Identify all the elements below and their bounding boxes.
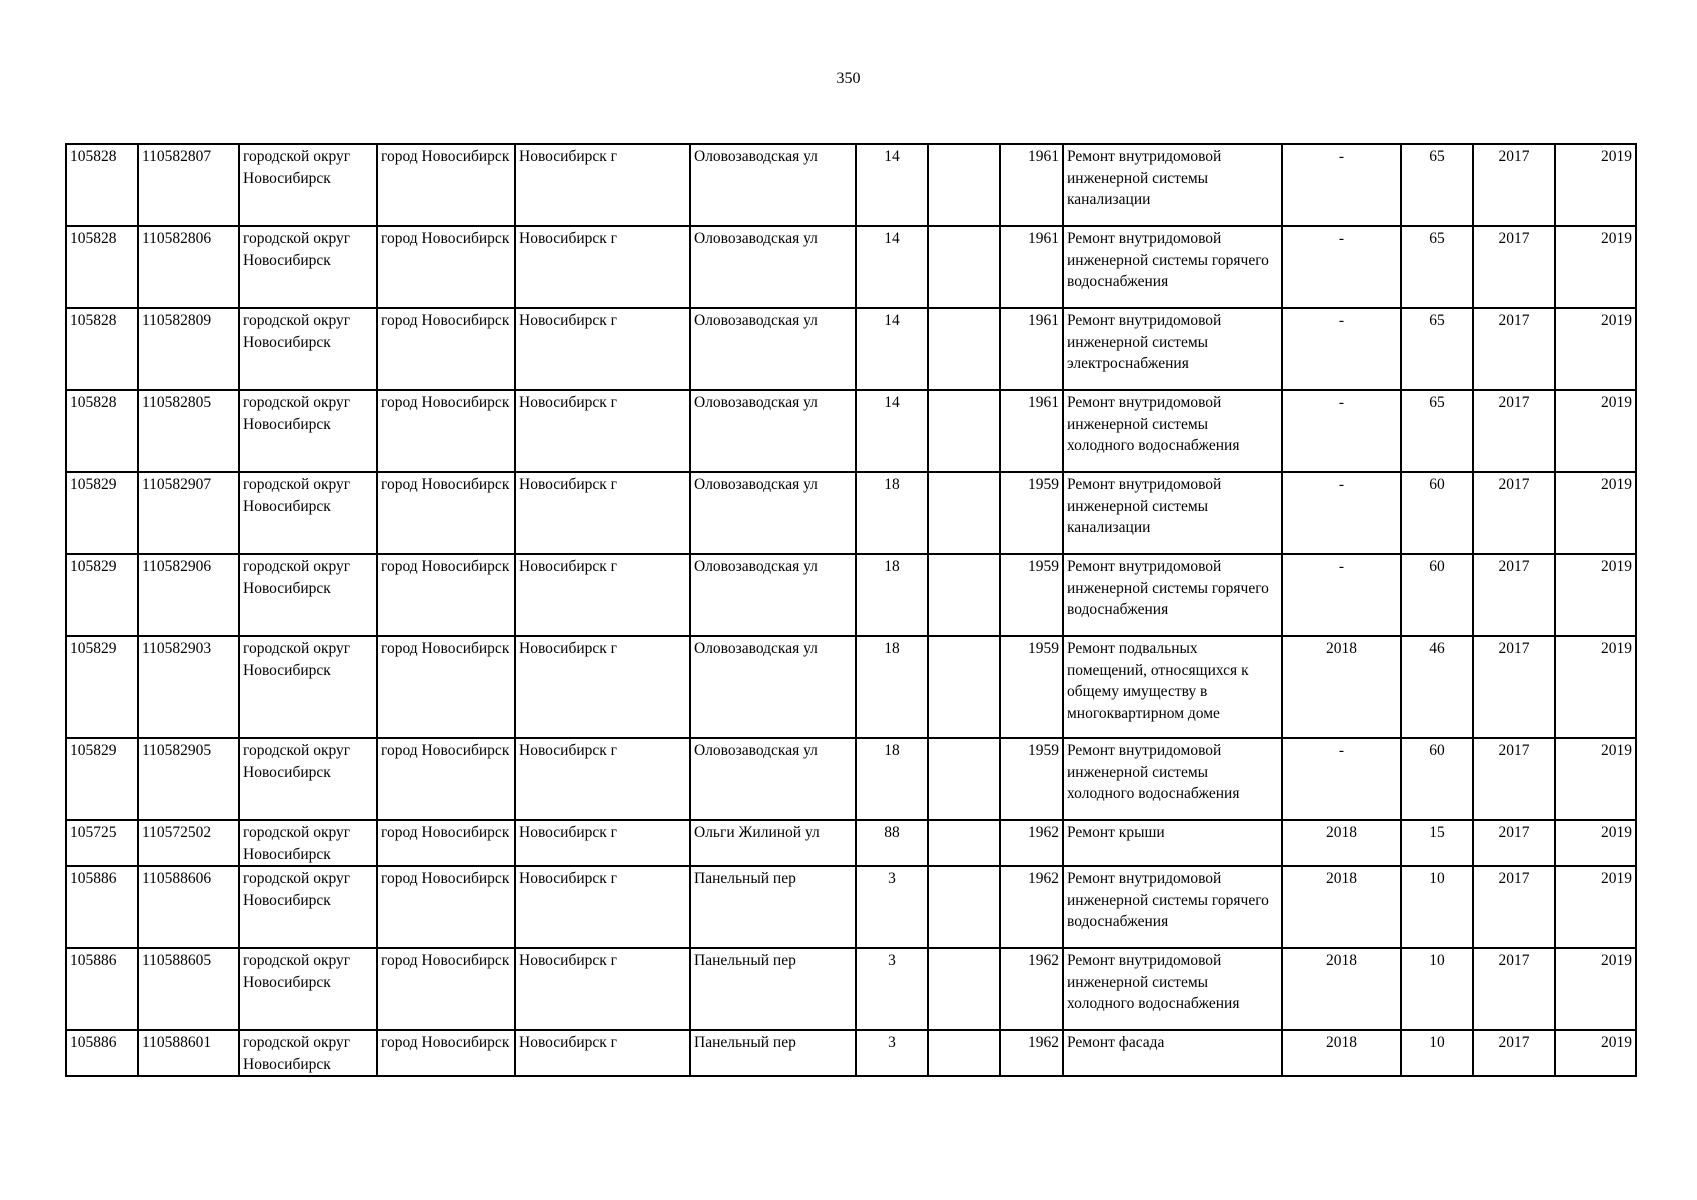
table-row	[66, 472, 1636, 554]
cell-street: Панельный пер	[690, 1030, 856, 1076]
table-row	[66, 226, 1636, 308]
cell-year-planned: 2018	[1282, 948, 1401, 1030]
cell-period-start: 2017	[1473, 144, 1555, 226]
cell-period-start: 2017	[1473, 1030, 1555, 1076]
cell-object-id: 110582807	[138, 144, 239, 226]
cell-street: Оловозаводская ул	[690, 144, 856, 226]
cell-period-start: 2017	[1473, 390, 1555, 472]
cell-street: Оловозаводская ул	[690, 226, 856, 308]
cell-settlement: город Новосибирск	[377, 738, 515, 820]
cell-year-planned: -	[1282, 144, 1401, 226]
cell-locality: Новосибирск г	[515, 866, 690, 948]
cell-locality: Новосибирск г	[515, 226, 690, 308]
cell-object-id: 110588606	[138, 866, 239, 948]
cell-period-end: 2019	[1555, 820, 1636, 866]
cell-street: Панельный пер	[690, 948, 856, 1030]
cell-wear-percent: 60	[1401, 472, 1473, 554]
cell-building	[928, 948, 1000, 1030]
cell-object-id: 110572502	[138, 820, 239, 866]
cell-locality: Новосибирск г	[515, 820, 690, 866]
cell-year-built: 1961	[1000, 308, 1063, 390]
cell-period-end: 2019	[1555, 226, 1636, 308]
table-row	[66, 390, 1636, 472]
cell-period-end: 2019	[1555, 308, 1636, 390]
cell-locality: Новосибирск г	[515, 554, 690, 636]
cell-wear-percent: 65	[1401, 390, 1473, 472]
cell-period-end: 2019	[1555, 390, 1636, 472]
cell-period-start: 2017	[1473, 866, 1555, 948]
cell-settlement: город Новосибирск	[377, 144, 515, 226]
cell-period-start: 2017	[1473, 308, 1555, 390]
cell-year-built: 1962	[1000, 820, 1063, 866]
cell-locality: Новосибирск г	[515, 144, 690, 226]
cell-period-start: 2017	[1473, 820, 1555, 866]
cell-object-id: 110582806	[138, 226, 239, 308]
cell-municipal-district: городской округ Новосибирск	[239, 308, 377, 390]
cell-wear-percent: 46	[1401, 636, 1473, 738]
cell-period-end: 2019	[1555, 554, 1636, 636]
cell-work-type: Ремонт фасада	[1063, 1030, 1282, 1076]
cell-building	[928, 820, 1000, 866]
cell-period-end: 2019	[1555, 738, 1636, 820]
cell-year-built: 1959	[1000, 554, 1063, 636]
cell-record-id: 105828	[66, 144, 138, 226]
cell-house-number: 18	[856, 554, 928, 636]
cell-locality: Новосибирск г	[515, 636, 690, 738]
cell-locality: Новосибирск г	[515, 308, 690, 390]
cell-municipal-district: городской округ Новосибирск	[239, 226, 377, 308]
cell-year-planned: -	[1282, 472, 1401, 554]
cell-house-number: 18	[856, 738, 928, 820]
cell-house-number: 18	[856, 636, 928, 738]
cell-period-start: 2017	[1473, 226, 1555, 308]
cell-record-id: 105886	[66, 948, 138, 1030]
cell-period-end: 2019	[1555, 636, 1636, 738]
cell-work-type: Ремонт внутридомовой инженерной системы электроснабжения	[1063, 308, 1282, 390]
cell-object-id: 110582906	[138, 554, 239, 636]
cell-work-type: Ремонт внутридомовой инженерной системы канализации	[1063, 144, 1282, 226]
cell-year-planned: -	[1282, 226, 1401, 308]
cell-period-end: 2019	[1555, 472, 1636, 554]
cell-building	[928, 226, 1000, 308]
cell-record-id: 105829	[66, 636, 138, 738]
cell-object-id: 110588605	[138, 948, 239, 1030]
cell-wear-percent: 10	[1401, 866, 1473, 948]
cell-settlement: город Новосибирск	[377, 472, 515, 554]
cell-year-planned: -	[1282, 738, 1401, 820]
cell-wear-percent: 60	[1401, 554, 1473, 636]
registry-table	[65, 143, 1637, 1077]
cell-settlement: город Новосибирск	[377, 554, 515, 636]
cell-year-built: 1962	[1000, 948, 1063, 1030]
table-row	[66, 636, 1636, 738]
cell-record-id: 105725	[66, 820, 138, 866]
cell-house-number: 88	[856, 820, 928, 866]
cell-locality: Новосибирск г	[515, 738, 690, 820]
cell-building	[928, 554, 1000, 636]
cell-period-end: 2019	[1555, 1030, 1636, 1076]
cell-street: Ольги Жилиной ул	[690, 820, 856, 866]
cell-record-id: 105828	[66, 308, 138, 390]
cell-period-start: 2017	[1473, 636, 1555, 738]
cell-work-type: Ремонт внутридомовой инженерной системы канализации	[1063, 472, 1282, 554]
cell-year-planned: -	[1282, 308, 1401, 390]
cell-year-planned: 2018	[1282, 820, 1401, 866]
cell-object-id: 110588601	[138, 1030, 239, 1076]
cell-record-id: 105829	[66, 738, 138, 820]
cell-house-number: 14	[856, 390, 928, 472]
cell-period-start: 2017	[1473, 554, 1555, 636]
cell-settlement: город Новосибирск	[377, 308, 515, 390]
page-number: 350	[836, 70, 861, 87]
cell-street: Панельный пер	[690, 866, 856, 948]
cell-record-id: 105886	[66, 1030, 138, 1076]
cell-record-id: 105829	[66, 554, 138, 636]
cell-wear-percent: 10	[1401, 948, 1473, 1030]
cell-year-built: 1959	[1000, 738, 1063, 820]
cell-year-built: 1962	[1000, 1030, 1063, 1076]
cell-settlement: город Новосибирск	[377, 820, 515, 866]
cell-period-end: 2019	[1555, 144, 1636, 226]
table-row	[66, 308, 1636, 390]
cell-house-number: 14	[856, 308, 928, 390]
cell-building	[928, 1030, 1000, 1076]
cell-municipal-district: городской округ Новосибирск	[239, 1030, 377, 1076]
cell-wear-percent: 65	[1401, 308, 1473, 390]
table-row	[66, 554, 1636, 636]
cell-record-id: 105829	[66, 472, 138, 554]
cell-building	[928, 472, 1000, 554]
cell-street: Оловозаводская ул	[690, 308, 856, 390]
cell-period-end: 2019	[1555, 948, 1636, 1030]
cell-object-id: 110582903	[138, 636, 239, 738]
cell-municipal-district: городской округ Новосибирск	[239, 554, 377, 636]
cell-street: Оловозаводская ул	[690, 554, 856, 636]
cell-municipal-district: городской округ Новосибирск	[239, 866, 377, 948]
cell-municipal-district: городской округ Новосибирск	[239, 738, 377, 820]
cell-year-built: 1962	[1000, 866, 1063, 948]
table-row	[66, 866, 1636, 948]
cell-period-start: 2017	[1473, 738, 1555, 820]
cell-year-planned: 2018	[1282, 636, 1401, 738]
cell-house-number: 3	[856, 1030, 928, 1076]
cell-object-id: 110582809	[138, 308, 239, 390]
cell-work-type: Ремонт внутридомовой инженерной системы горячего водоснабжения	[1063, 554, 1282, 636]
cell-building	[928, 390, 1000, 472]
cell-period-start: 2017	[1473, 948, 1555, 1030]
cell-street: Оловозаводская ул	[690, 636, 856, 738]
cell-municipal-district: городской округ Новосибирск	[239, 636, 377, 738]
cell-building	[928, 636, 1000, 738]
table-row	[66, 948, 1636, 1030]
table-row	[66, 738, 1636, 820]
cell-settlement: город Новосибирск	[377, 636, 515, 738]
cell-municipal-district: городской округ Новосибирск	[239, 390, 377, 472]
cell-house-number: 14	[856, 226, 928, 308]
cell-work-type: Ремонт внутридомовой инженерной системы холодного водоснабжения	[1063, 390, 1282, 472]
cell-year-planned: 2018	[1282, 1030, 1401, 1076]
cell-building	[928, 866, 1000, 948]
cell-year-planned: -	[1282, 390, 1401, 472]
cell-work-type: Ремонт внутридомовой инженерной системы холодного водоснабжения	[1063, 738, 1282, 820]
cell-locality: Новосибирск г	[515, 390, 690, 472]
cell-house-number: 18	[856, 472, 928, 554]
cell-year-built: 1961	[1000, 144, 1063, 226]
cell-house-number: 3	[856, 866, 928, 948]
cell-period-start: 2017	[1473, 472, 1555, 554]
cell-house-number: 3	[856, 948, 928, 1030]
cell-house-number: 14	[856, 144, 928, 226]
cell-record-id: 105828	[66, 226, 138, 308]
cell-settlement: город Новосибирск	[377, 226, 515, 308]
cell-work-type: Ремонт крыши	[1063, 820, 1282, 866]
cell-locality: Новосибирск г	[515, 948, 690, 1030]
cell-settlement: город Новосибирск	[377, 1030, 515, 1076]
cell-period-end: 2019	[1555, 866, 1636, 948]
cell-municipal-district: городской округ Новосибирск	[239, 144, 377, 226]
table-row	[66, 820, 1636, 866]
cell-work-type: Ремонт внутридомовой инженерной системы горячего водоснабжения	[1063, 226, 1282, 308]
cell-year-built: 1961	[1000, 390, 1063, 472]
cell-municipal-district: городской округ Новосибирск	[239, 472, 377, 554]
cell-work-type: Ремонт подвальных помещений, относящихся к общему имуществу в многоквартирном доме	[1063, 636, 1282, 738]
table-row	[66, 1030, 1636, 1076]
cell-municipal-district: городской округ Новосибирск	[239, 820, 377, 866]
cell-object-id: 110582805	[138, 390, 239, 472]
cell-municipal-district: городской округ Новосибирск	[239, 948, 377, 1030]
cell-work-type: Ремонт внутридомовой инженерной системы горячего водоснабжения	[1063, 866, 1282, 948]
cell-street: Оловозаводская ул	[690, 472, 856, 554]
cell-settlement: город Новосибирск	[377, 948, 515, 1030]
cell-object-id: 110582907	[138, 472, 239, 554]
cell-street: Оловозаводская ул	[690, 390, 856, 472]
cell-wear-percent: 65	[1401, 226, 1473, 308]
cell-settlement: город Новосибирск	[377, 866, 515, 948]
cell-year-built: 1961	[1000, 226, 1063, 308]
registry-body	[66, 144, 1636, 1076]
cell-record-id: 105828	[66, 390, 138, 472]
cell-street: Оловозаводская ул	[690, 738, 856, 820]
cell-building	[928, 144, 1000, 226]
table-row	[66, 144, 1636, 226]
cell-work-type: Ремонт внутридомовой инженерной системы холодного водоснабжения	[1063, 948, 1282, 1030]
cell-year-built: 1959	[1000, 636, 1063, 738]
cell-locality: Новосибирск г	[515, 472, 690, 554]
cell-wear-percent: 60	[1401, 738, 1473, 820]
cell-wear-percent: 15	[1401, 820, 1473, 866]
cell-year-built: 1959	[1000, 472, 1063, 554]
cell-building	[928, 308, 1000, 390]
cell-wear-percent: 65	[1401, 144, 1473, 226]
cell-wear-percent: 10	[1401, 1030, 1473, 1076]
cell-year-planned: 2018	[1282, 866, 1401, 948]
cell-year-planned: -	[1282, 554, 1401, 636]
cell-record-id: 105886	[66, 866, 138, 948]
cell-locality: Новосибирск г	[515, 1030, 690, 1076]
cell-building	[928, 738, 1000, 820]
cell-settlement: город Новосибирск	[377, 390, 515, 472]
cell-object-id: 110582905	[138, 738, 239, 820]
